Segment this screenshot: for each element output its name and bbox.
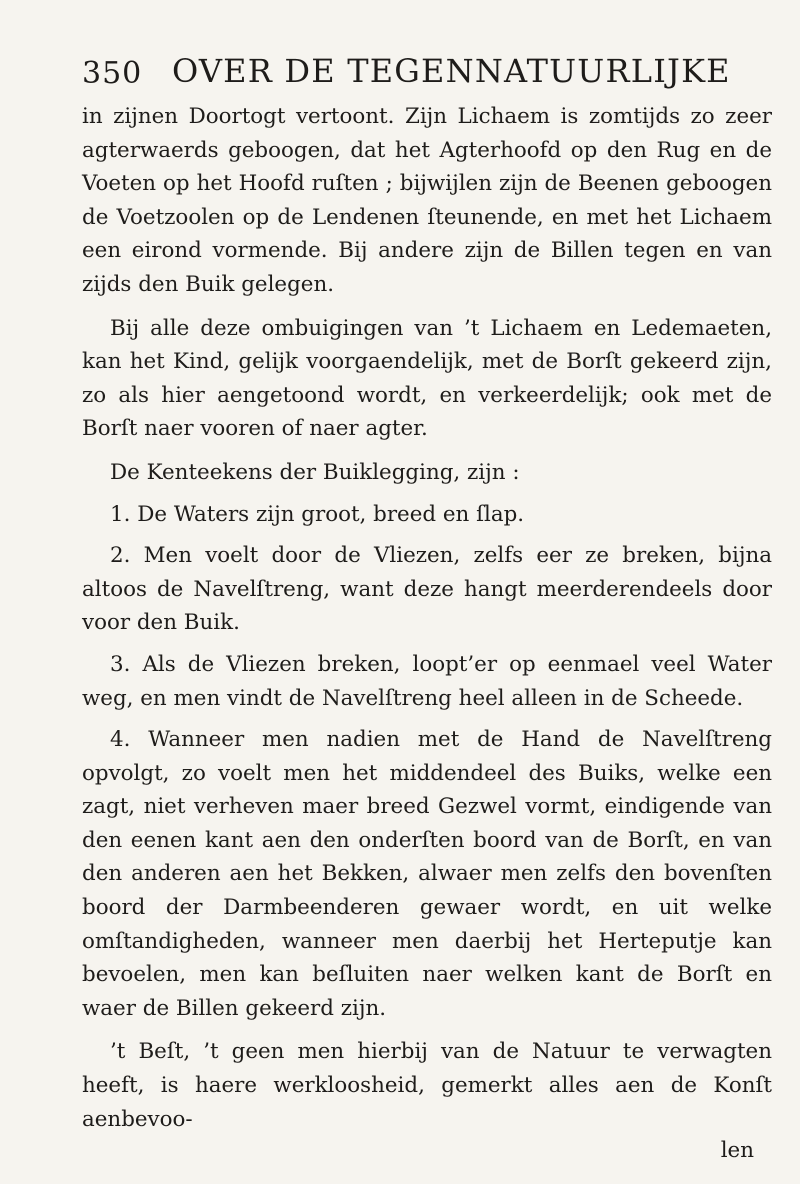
text-body bbox=[82, 100, 772, 1166]
book-page bbox=[82, 52, 772, 1166]
paragraph-ombuigingen: Bij alle deze ombuigingen van ’t Lichaem en Ledemaeten, kan het Kind, gelijk voorgaendelijk, met de Borſt gekeerd zijn, zo als hier aengetoond wordt, en verkeerdelijk; ook met de Borſt naer vooren of naer agter. bbox=[82, 315, 772, 442]
paragraph-item-4: 4. Wanneer men nadien met de Hand de Navelſtreng opvolgt, zo voelt men het middendeel des Buiks, welke een zagt, niet verheven maer breed Gezwel vormt, eindigende van den eenen kant aen den onderſten boord van de Borſt, en van den anderen aen het Bekken, alwaer men zelfs den bovenſten boord der Darmbeenderen gewaer wordt, en uit welke omſtandigheden, wanneer men daerbij het Herteputje kan bevoelen, men kan beſluiten naer welken kant de Borſt en waer de Billen gekeerd zijn. bbox=[82, 727, 772, 1021]
paragraph-item-2: 2. Men voelt door de Vliezen, zelfs eer ze breken, bijna altoos de Navelſtreng, want deze hangt meerderendeels door voor den Buik. bbox=[82, 543, 772, 636]
running-title: OVER DE TEGENNATUURLIJKE bbox=[172, 52, 731, 90]
paragraph-best: ’t Beſt, ’t geen men hierbij van de Natuur te verwagten heeft, is haere werkloosheid, gemerkt alles aen de Konſt aenbevoo- bbox=[82, 1039, 772, 1132]
paragraph-kenteekens-heading: De Kenteekens der Buiklegging, zijn : bbox=[110, 459, 520, 485]
page-header bbox=[82, 52, 772, 98]
paragraph-item-1: 1. De Waters zijn groot, breed en ſlap. bbox=[110, 501, 525, 527]
paragraph-item-3: 3. Als de Vliezen breken, loopt’er op eenmael veel Water weg, en men vindt de Navelſtreng heel alleen in de Scheede. bbox=[82, 651, 772, 711]
catchword: len bbox=[720, 1138, 754, 1164]
paragraph-continuation: in zijnen Doortogt vertoont. Zijn Lichaem is zomtijds zo zeer agterwaerds geboogen, dat het Agterhoofd op den Rug en de Voeten op het Hoofd ruſten ; bijwijlen zijn de Beenen geboogen de Voetzoolen op de Lendenen ſteunende, en met het Lichaem een eirond vormende. Bij andere zijn de Billen tegen en van zijds den Buik gelegen. bbox=[82, 104, 772, 297]
page-number: 350 bbox=[82, 56, 143, 91]
